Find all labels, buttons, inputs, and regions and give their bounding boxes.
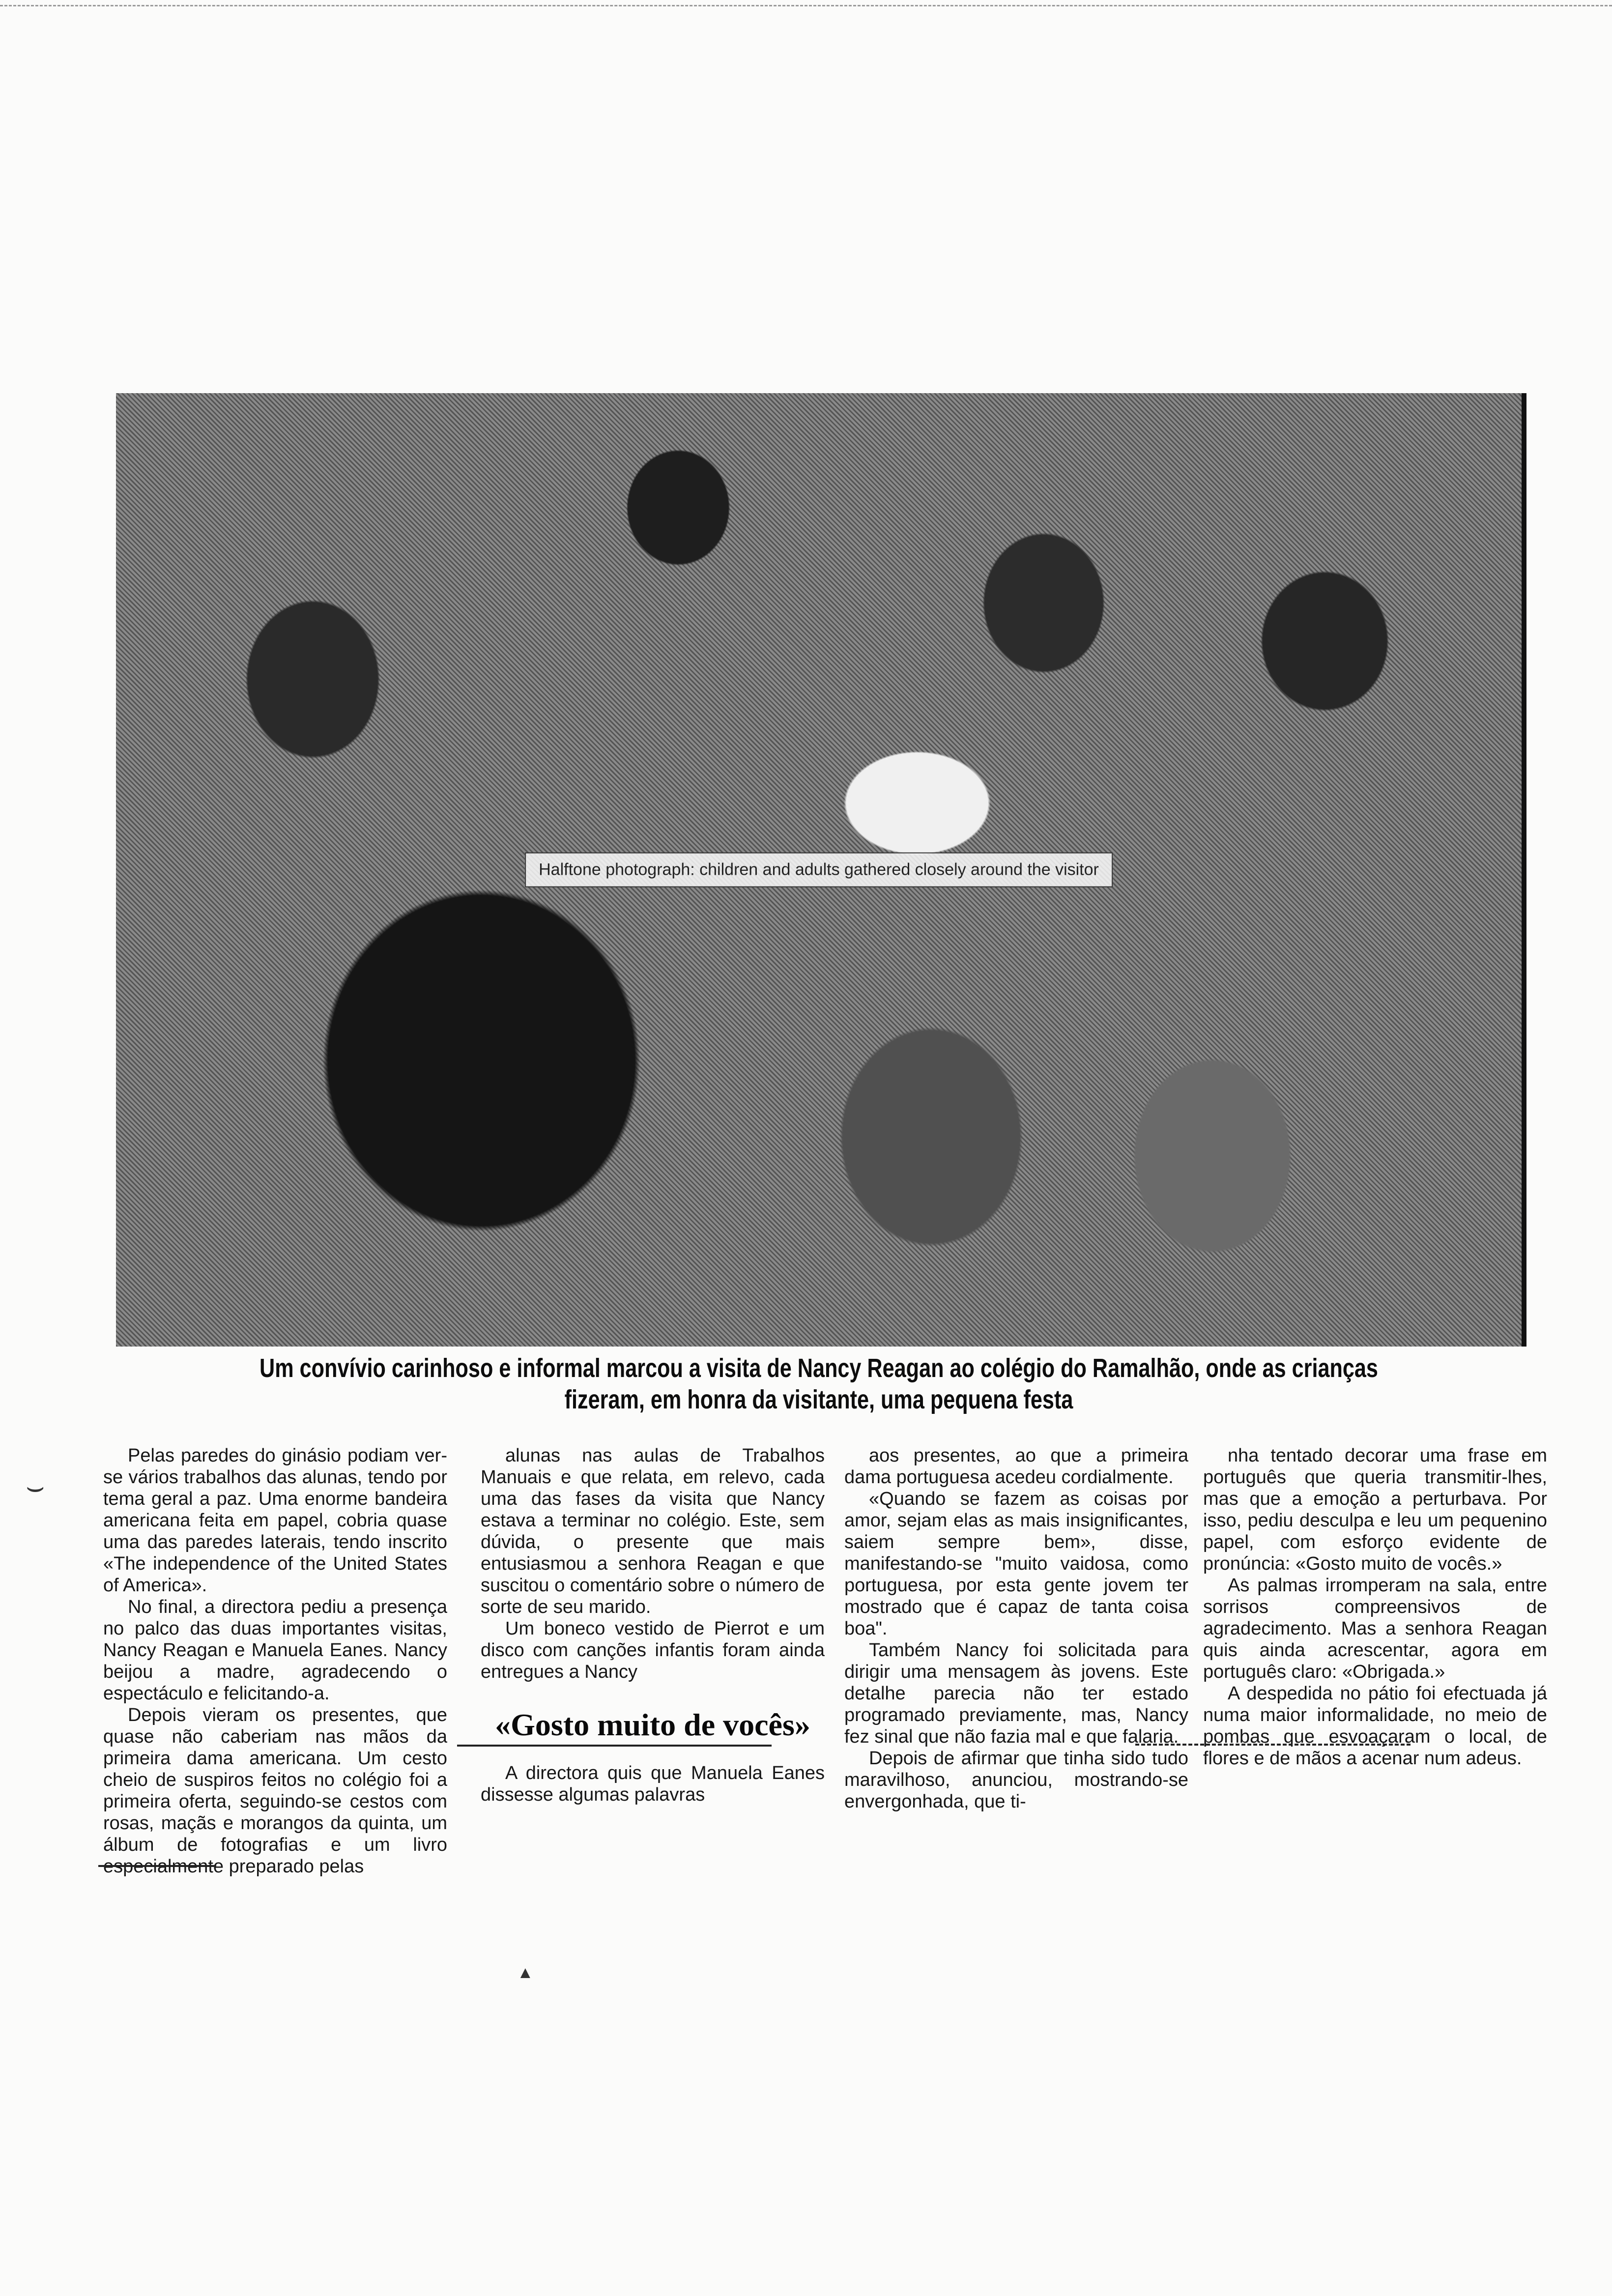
photo-caption: Um convívio carinhoso e informal marcou a visita de Nancy Reagan ao colégio do Ramalhão, onde as crianças fizeram, em honra da visitante, uma pequena festa	[259, 1353, 1378, 1414]
paragraph: Depois vieram os presentes, que quase não caberiam nas mãos da primeira dama americana. Um cesto cheio de suspiros feitos no colégio foi a primeira oferta, seguindo-se cestos com rosas, maçãs e morangos da quinta, um álbum de fotografias e um livro especialmente preparado pelas	[103, 1705, 447, 1877]
article-column-3	[844, 1445, 1188, 1812]
paragraph: Depois de afirmar que tinha sido tudo maravilhoso, anunciou, mostrando-se envergonhada, que ti-	[844, 1748, 1188, 1812]
photo-placeholder-label: Halftone photograph: children and adults gathered closely around the visitor	[525, 853, 1113, 888]
article-photo	[116, 393, 1526, 1347]
article-column-2	[481, 1445, 825, 1806]
paragraph: nha tentado decorar uma frase em português que queria transmitir-lhes, mas que a emoção a perturbava. Por isso, pediu desculpa e leu um pequenino papel, com esforço evidente de pronúncia: «Gosto muito de vocês.»	[1203, 1445, 1547, 1574]
paragraph: As palmas irromperam na sala, entre sorrisos compreensivos de agradecimento. Mas a senhora Reagan quis ainda acrescentar, agora em português claro: «Obrigada.»	[1203, 1575, 1547, 1682]
paragraph: «Quando se fazem as coisas por amor, sejam elas as mais insignificantes, saiem sempre bem», disse, manifestando-se "muito vaidosa, como portuguesa, por esta gente jovem ter mostrado que é capaz de tanta coisa boa".	[844, 1489, 1188, 1639]
curve-mark-icon: ⌣	[26, 1470, 45, 1503]
column-end-rule	[1135, 1744, 1410, 1746]
paragraph: aos presentes, ao que a primeira dama portuguesa acedeu cordialmente.	[844, 1445, 1188, 1488]
triangle-mark-icon: ▲	[517, 1963, 534, 1982]
article-column-1	[103, 1445, 447, 1877]
article-column-4	[1203, 1445, 1547, 1769]
paragraph: A directora quis que Manuela Eanes dissesse algumas palavras	[481, 1763, 825, 1805]
paragraph: Pelas paredes do ginásio podiam ver-se vários trabalhos das alunas, tendo por tema geral a paz. Uma enorme bandeira americana feita em papel, cobria quase uma das paredes laterais, tendo inscrito «The independence of the United States of America».	[103, 1445, 447, 1596]
article-subheading: «Gosto muito de vocês»	[495, 1707, 810, 1742]
paragraph: Também Nancy foi solicitada para dirigir uma mensagem às jovens. Este detalhe parecia não ter estado programado previamente, mas, Nancy fez sinal que não fazia mal e que falaria.	[844, 1640, 1188, 1747]
paragraph: alunas nas aulas de Trabalhos Manuais e que relata, em relevo, cada uma das fases da visita que Nancy estava a terminar no colégio. Este, sem dúvida, o presente que mais entusiasmou a senhora Reagan e que suscitou o comentário sobre o número de sorte de seu marido.	[481, 1445, 825, 1617]
paragraph: No final, a directora pediu a presença no palco das duas importantes visitas, Nancy Reagan e Manuela Eanes. Nancy beijou a madre, agradecendo o espectáculo e felicitando-a.	[103, 1597, 447, 1704]
paragraph: A despedida no pátio foi efectuada já numa maior informalidade, no meio de pombas que esvoaçaram o local, de flores e de mãos a acenar num adeus.	[1203, 1683, 1547, 1769]
column-end-rule	[98, 1865, 216, 1867]
paragraph: Um boneco vestido de Pierrot e um disco com canções infantis foram ainda entregues a Nancy	[481, 1618, 825, 1682]
scan-edge-rule	[0, 5, 1612, 6]
column-end-rule	[457, 1745, 772, 1747]
